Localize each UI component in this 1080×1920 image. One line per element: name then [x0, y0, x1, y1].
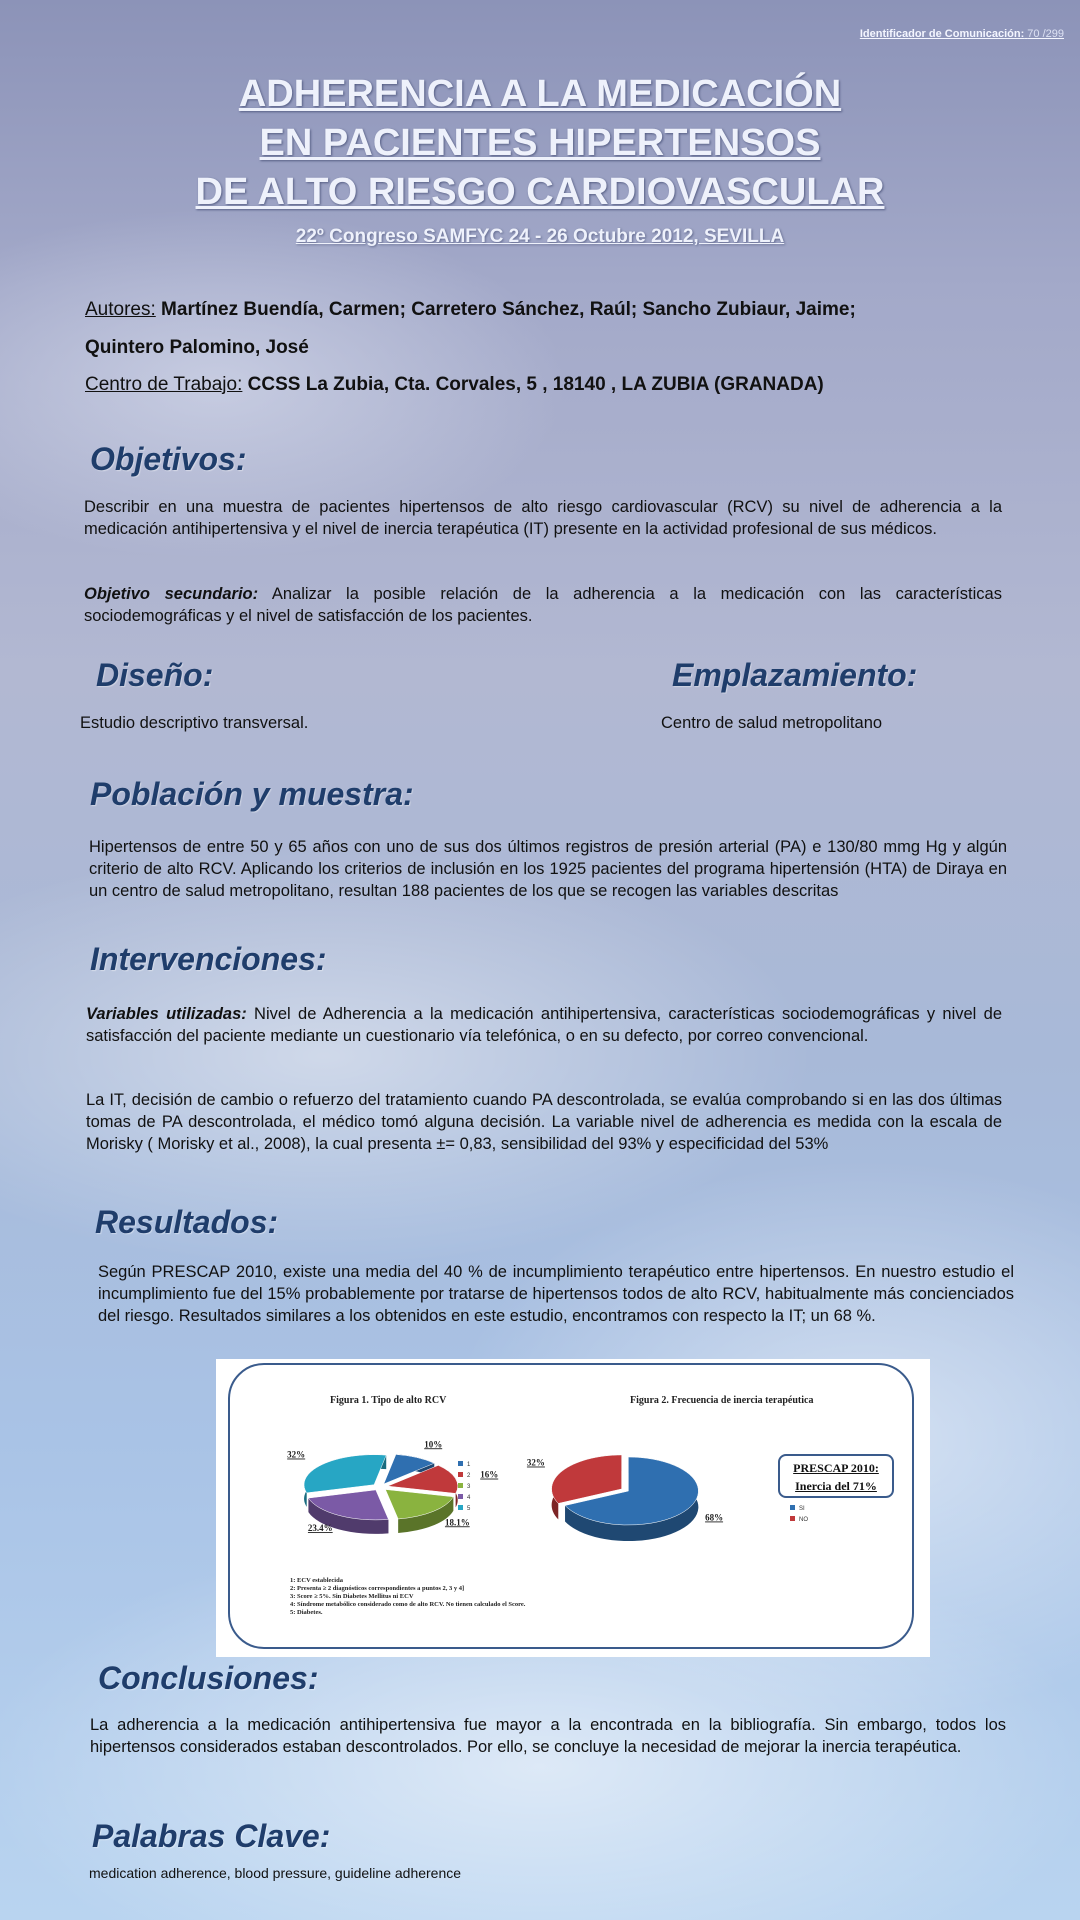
objetivo-secundario-text: Analizar la posible relación de la adherencia a la medicación con las características sociodemográficas y el nivel de satisfacción de los pacientes. [84, 585, 1002, 625]
work-center-value: CCSS La Zubia, Cta. Corvales, 5 , 18140 , LA ZUBIA (GRANADA) [242, 374, 824, 395]
legend-swatch [458, 1483, 463, 1488]
legend-swatch [458, 1472, 463, 1477]
legend-swatch [458, 1505, 463, 1510]
legend-label: 2 [467, 1473, 471, 1479]
legend-swatch [458, 1494, 463, 1499]
pie-data-label: 23.4% [307, 1523, 333, 1534]
legend-swatch [790, 1505, 795, 1510]
figure-1-note: 2: Presenta ≥ 2 diagnósticos correspondientes a puntos 2, 3 y 4] [290, 1585, 465, 1592]
figure-1-note: 3: Score ≥ 5%. Sin Diabetes Mellitus ni ECV [290, 1593, 414, 1600]
figure-2-title: Figura 2. Frecuencia de inercia terapéutica [630, 1395, 814, 1406]
pie-data-label: 32% [526, 1457, 545, 1468]
authors-line-1 [85, 299, 1045, 321]
pie-data-label: 18.1% [444, 1517, 470, 1528]
variables-label: Variables utilizadas: [86, 1005, 247, 1023]
work-center-label: Centro de Trabajo: [85, 374, 243, 395]
pie-data-label: 32% [287, 1449, 306, 1460]
legend-label: 1 [467, 1462, 471, 1468]
intervenciones-heading: Intervenciones: [90, 941, 327, 977]
resultados-heading: Resultados: [95, 1204, 279, 1240]
objetivos-text: Describir en una muestra de pacientes hipertensos de alto riesgo cardiovascular (RCV) su nivel de adherencia a la medicación antihipertensiva y el nivel de inercia terapéutica (IT) presente en la actividad profesional de sus médicos. [84, 498, 1002, 538]
figure-frame [228, 1363, 914, 1649]
poster-title [0, 70, 1080, 217]
pie-slice [304, 1455, 386, 1493]
conclusiones-heading: Conclusiones: [98, 1660, 319, 1696]
emplazamiento-text: Centro de salud metropolitano [661, 714, 883, 732]
figure-1-note: 5: Diabetes. [290, 1609, 323, 1616]
prescap-line-2: Inercia del 71% [795, 1479, 877, 1493]
title-line-2: EN PACIENTES HIPERTENSOS [259, 122, 821, 164]
variables-utilizadas [86, 1003, 1002, 1047]
objetivos-heading: Objetivos: [90, 441, 247, 477]
legend-label: NO [799, 1517, 808, 1523]
prescap-annotation [778, 1454, 894, 1498]
pie-data-label: 68% [705, 1512, 724, 1523]
intervenciones-text-2: La IT, decisión de cambio o refuerzo del tratamiento cuando PA descontrolada, se evalúa comprobando si en las dos últimas tomas de PA descontrolada, el médico tomó alguna decisión. La variable nivel de adherencia es medida con la escala de Morisky ( Morisky et al., 2008), la cual presenta ±= 0,83, sensibilidad del 93% y especificidad del 53% [86, 1091, 1002, 1153]
comm-id-value: 70 /299 [1027, 28, 1064, 40]
objetivo-secundario-label: Objetivo secundario: [84, 585, 259, 603]
comm-id-label: Identificador de Comunicación: [859, 28, 1025, 40]
palabras-clave-heading: Palabras Clave: [92, 1818, 331, 1854]
title-line-1: ADHERENCIA A LA MEDICACIÓN [238, 73, 842, 115]
poblacion-text: Hipertensos de entre 50 y 65 años con uno de sus dos últimos registros de presión arterial (PA) e 130/80 mmg Hg y algún criterio de alto RCV. Aplicando los criterios de inclusión en los 1925 pacientes del programa hipertensión (HTA) de Diraya en un centro de salud metropolitano, resultan 188 pacientes de los que se recogen las variables descritas [89, 838, 1007, 900]
legend-swatch [458, 1461, 463, 1466]
pie-data-label: 16% [480, 1469, 499, 1480]
congress-subtitle: 22º Congreso SAMFYC 24 - 26 Octubre 2012, SEVILLA [295, 226, 785, 247]
palabras-clave-text: medication adherence, blood pressure, guideline adherence [89, 1865, 462, 1881]
pie-chart-1 [304, 1454, 458, 1533]
authors-label: Autores: [85, 299, 156, 320]
diseno-text: Estudio descriptivo transversal. [80, 714, 309, 732]
legend-swatch [790, 1516, 795, 1521]
figure-1-title: Figura 1. Tipo de alto RCV [330, 1395, 447, 1406]
conclusiones-text: La adherencia a la medicación antihipertensiva fue mayor a la encontrada en la bibliografía. Sin embargo, todos los hipertensos considerados estaban descontrolados. Por ello, se concluye la necesidad de mejorar la inercia terapéutica. [90, 1716, 1006, 1756]
objetivo-secundario [84, 583, 1002, 627]
legend-label: 4 [467, 1495, 471, 1501]
communication-id [860, 28, 1064, 40]
pie-chart-2 [552, 1455, 699, 1541]
authors-names: Martínez Buendía, Carmen; Carretero Sánchez, Raúl; Sancho Zubiaur, Jaime; [155, 299, 856, 320]
figure-1-note: 1: ECV establecida [290, 1577, 343, 1584]
poblacion-heading: Población y muestra: [90, 776, 414, 812]
pie-data-label: 10% [424, 1439, 443, 1450]
diseno-heading: Diseño: [96, 657, 214, 693]
results-figure [216, 1359, 930, 1657]
legend-label: SI [799, 1506, 805, 1512]
legend-label: 5 [467, 1506, 471, 1512]
authors-line-2: Quintero Palomino, José [85, 337, 309, 358]
resultados-text: Según PRESCAP 2010, existe una media del 40 % de incumplimiento terapéutico entre hipertensos. En nuestro estudio el incumplimiento fue del 15% probablemente por tratarse de hipertensos todos de alto RCV, habitualmente más concienciados del riesgo. Resultados similares a los obtenidos en este estudio, encontramos con respecto la IT; un 68 %. [98, 1263, 1014, 1325]
emplazamiento-heading: Emplazamiento: [672, 657, 918, 693]
title-line-3: DE ALTO RIESGO CARDIOVASCULAR [195, 171, 885, 213]
variables-text: Nivel de Adherencia a la medicación antihipertensiva, características sociodemográficas y nivel de satisfacción del paciente mediante un cuestionario vía telefónica, o en su defecto, por correo convencional. [86, 1005, 1002, 1045]
pie-chart-1-legend [458, 1461, 471, 1512]
work-center [85, 374, 1045, 396]
legend-label: 3 [467, 1484, 471, 1490]
prescap-line-1: PRESCAP 2010: [793, 1461, 879, 1475]
pie-chart-2-legend [790, 1505, 808, 1523]
figure-1-notes [290, 1577, 540, 1617]
figure-1-note: 4: Síndrome metabólico considerado como de alto RCV. No tienen calculado el Score. [290, 1601, 526, 1608]
